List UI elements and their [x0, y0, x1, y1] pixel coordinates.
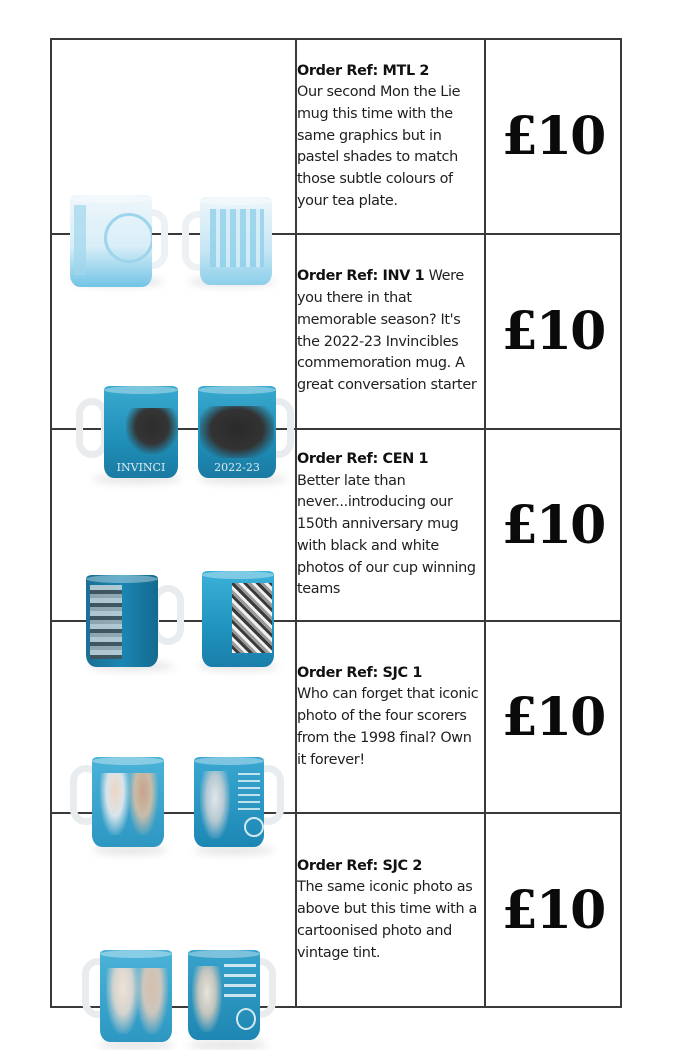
mug-right — [194, 757, 264, 847]
mug-left — [92, 757, 164, 847]
product-price-table — [50, 38, 622, 1008]
order-ref: Order Ref: SJC 1 — [297, 664, 423, 681]
product-description: Who can forget that iconic photo of the four scorers from the 1998 final? Own it forever! — [297, 686, 479, 768]
product-price: £10 — [485, 813, 621, 1007]
product-description: Better late than never...introducing our 150th anniversary mug with black and white photos of our cup winning teams — [297, 472, 476, 598]
order-ref: Order Ref: SJC 2 — [297, 857, 423, 874]
product-price: £10 — [485, 621, 621, 813]
mug-label: 2022-23 — [214, 460, 260, 474]
mug-left — [70, 195, 152, 287]
product-description-cell — [296, 813, 485, 1007]
product-description-cell — [296, 621, 485, 813]
mug-right — [202, 571, 274, 667]
mug-left — [104, 386, 178, 478]
product-price: £10 — [485, 234, 621, 429]
order-ref: Order Ref: MTL 2 — [297, 62, 430, 79]
product-image-cell — [51, 39, 296, 234]
product-description: The same iconic photo as above but this time with a cartoonised photo and vintage tint. — [297, 879, 477, 961]
mug-left — [100, 950, 172, 1042]
order-ref: Order Ref: CEN 1 — [297, 451, 429, 468]
mug-label: INVINCI — [116, 460, 166, 474]
product-price: £10 — [485, 39, 621, 234]
product-description: Were you there in that memorable season? It's the 2022-23 Invincibles commemoration mug. A great conversation starter — [297, 268, 477, 393]
product-row — [51, 39, 621, 234]
product-description-cell — [296, 234, 485, 429]
mug-left — [86, 575, 158, 667]
order-ref: Order Ref: INV 1 — [297, 268, 425, 285]
product-price: £10 — [485, 429, 621, 621]
product-description-cell — [296, 429, 485, 621]
product-description: Our second Mon the Lie mug this time with the same graphics but in pastel shades to match those subtle colours of your tea plate. — [297, 84, 461, 209]
mug-right — [200, 197, 272, 285]
mug-right — [188, 950, 260, 1040]
mug-right — [198, 386, 276, 478]
product-description-cell — [296, 39, 485, 234]
